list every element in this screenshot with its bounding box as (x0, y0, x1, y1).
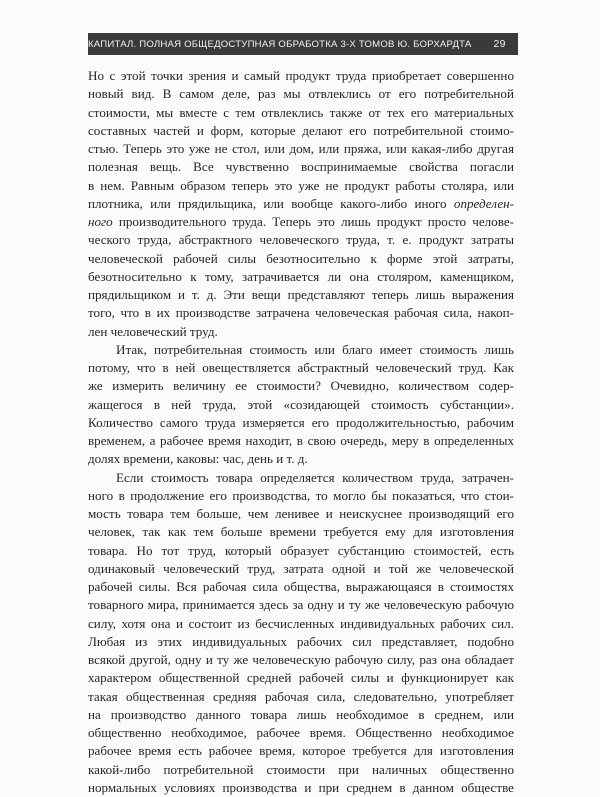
text-line (88, 742, 514, 760)
line-text: человек, так как тем больше времени требуется ему для изготовления (88, 524, 514, 540)
text-line (88, 304, 514, 322)
text-line (88, 67, 514, 85)
line-text: полезная вещь. Все чувственно воспринимаемые свойства погасли (88, 159, 514, 175)
text-line (88, 633, 514, 651)
line-text: Но с этой точки зрения и самый продукт труда приобретает совершенно (88, 68, 514, 83)
text-line (88, 396, 514, 414)
text-line (88, 523, 514, 541)
text-line (88, 560, 514, 578)
text-line (88, 195, 514, 213)
body-text (88, 67, 514, 797)
text-line (88, 615, 514, 633)
line-text: в нем. Равным образом теперь это уже не продукт работы столяра, или (88, 177, 514, 193)
italic-text: ного (88, 214, 113, 229)
line-text: Итак, потребительная стоимость или благо имеет стоимость лишь (116, 341, 514, 357)
text-line (88, 724, 514, 742)
line-text: товарного мира, принимается здесь за одну и ту же человеческую рабочую (88, 597, 514, 613)
text-line (88, 469, 514, 487)
line-text: какой-либо потребительной стоимости при наличных общественно (88, 761, 514, 777)
text-line (88, 688, 514, 706)
text-line (88, 85, 514, 103)
text-line (88, 213, 514, 231)
text-line (88, 268, 514, 286)
line-text: ного в продолжение его производства, то могло бы показаться, что стои- (88, 487, 514, 503)
text-line (88, 250, 514, 268)
line-text: новый вид. В самом деле, раз мы отвлеклись от его потребительной (88, 86, 514, 102)
text-line (88, 377, 514, 395)
text-line (88, 231, 514, 249)
text-line (88, 414, 514, 432)
running-header (88, 33, 518, 55)
page-number: 29 (493, 38, 506, 50)
text-line (88, 286, 514, 304)
line-text: ческого труда, абстрактного человеческого труда, т. е. продукт затраты (88, 232, 514, 248)
line-text: жащегося в ней труда, этой «созидающей стоимость субстанции». (88, 396, 514, 412)
text-line (88, 432, 514, 450)
text-line (88, 158, 514, 176)
line-text: потому, что в ней овеществляется абстрактный человеческий труд. Как (88, 360, 514, 375)
line-text: такая общественная средняя рабочая сила, следовательно, употребляет (88, 688, 514, 704)
line-text: того, что в их производстве затрачена человеческая рабочая сила, накоп- (88, 305, 514, 321)
line-text: всякой другой, одну и ту же человеческую рабочую силу, раз она обладает (88, 652, 514, 667)
text-line (88, 450, 514, 468)
text-line (88, 669, 514, 687)
line-text: плотника, или прядильщика, или вообще какого-либо иного (88, 195, 454, 211)
line-text: мость товара тем больше, чем ленивее и неискуснее производящий его (88, 506, 514, 521)
line-text: лен человеческий труд. (88, 323, 218, 339)
text-line (88, 542, 514, 560)
line-text: же измерить величину ее стоимости? Очевидно, количеством содер- (88, 378, 514, 394)
line-text: рабочей силы. Вся рабочая сила общества, выражающаяся в стоимостях (88, 579, 514, 594)
line-text: силу, хотя она и состоит из бесчисленных индивидуальных рабочих сил. (88, 615, 514, 631)
line-text: Любая из этих индивидуальных рабочих сил представляет, подобно (88, 633, 514, 649)
italic-text: определен- (453, 195, 514, 211)
text-line (88, 323, 514, 341)
line-text: человеческой рабочей силы безотносительно к форме этой затраты, (88, 250, 514, 266)
line-text: общественно необходимое, рабочее время. Общественно необходимое (88, 725, 514, 740)
text-line (88, 706, 514, 724)
line-text: на производство данного товара лишь необходимое в среднем, или (88, 706, 514, 722)
line-text: производительного труда. Теперь это лишь продукт просто челове- (112, 214, 514, 229)
text-line (88, 177, 514, 195)
text-line (88, 104, 514, 122)
text-line (88, 578, 514, 596)
text-line (88, 651, 514, 669)
text-line (88, 505, 514, 523)
line-text: долях времени, каковы: час, день и т. д. (88, 451, 308, 467)
line-text: прядильщиком и т. д. Эти вещи представляют теперь лишь выражения (88, 287, 514, 302)
text-line (88, 596, 514, 614)
line-text: стью. Теперь это уже не стол, или дом, или пряжа, или какая-либо другая (88, 141, 514, 156)
line-text: характером общественной средней рабочей силы и функционирует как (88, 670, 514, 686)
text-line (88, 140, 514, 158)
text-line (88, 359, 514, 377)
text-line (88, 487, 514, 505)
line-text: одинаковый человеческий труд, затрата одной и той же человеческой (88, 560, 514, 576)
line-text: товара. Но тот труд, который образует субстанцию стоимостей, есть (88, 542, 514, 558)
text-line (88, 341, 514, 359)
line-text: временем, а рабочее время находит, в свою очередь, меру в определенных (88, 433, 514, 448)
text-line (88, 779, 514, 797)
line-text: безотносительно к тому, затрачивается ли она столяром, каменщиком, (88, 268, 514, 284)
line-text: нормальных условиях производства и при среднем в данном обществе (88, 779, 514, 795)
line-text: Количество самого труда измеряется его продолжительностью, рабочим (88, 414, 514, 430)
running-title: КАПИТАЛ. ПОЛНАЯ ОБЩЕДОСТУПНАЯ ОБРАБОТКА 3-Х ТОМОВ Ю. БОРХАРДТА (88, 38, 472, 50)
line-text: стоимости, мы вместе с тем отвлеклись также от тех его материальных (88, 104, 514, 120)
line-text: составных частей и форм, которые делают его потребительной стоимо- (88, 122, 514, 138)
line-text: Если стоимость товара определяется количеством труда, затрачен- (116, 469, 514, 485)
text-line (88, 122, 514, 140)
text-line (88, 761, 514, 779)
line-text: рабочее время есть рабочее время, которое требуется для изготовления (88, 743, 514, 759)
